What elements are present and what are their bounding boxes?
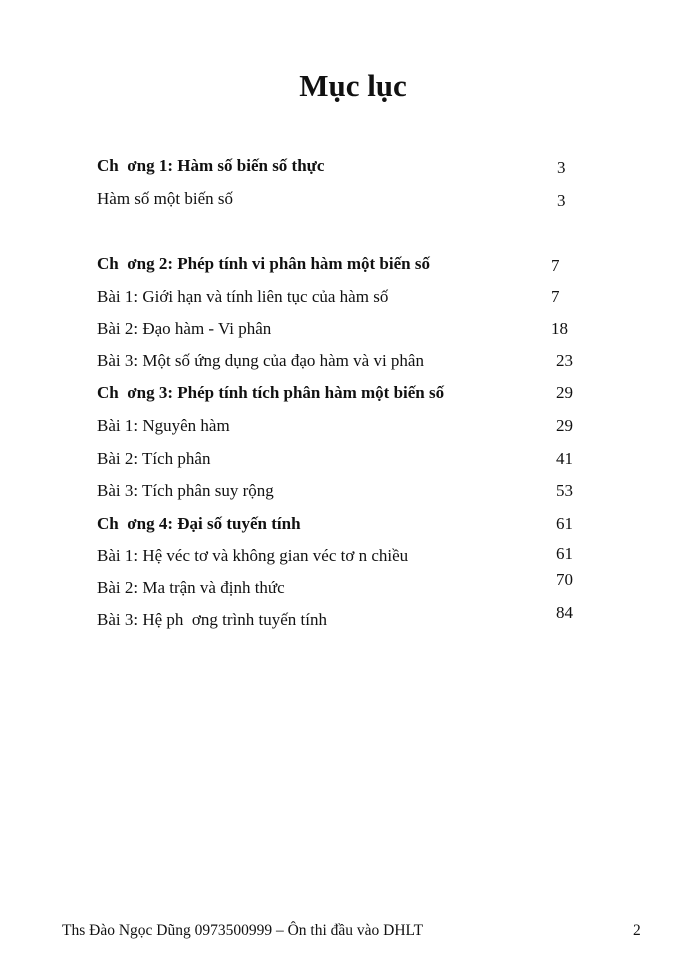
toc-page-number: 53 <box>556 481 573 500</box>
toc-page-number: 23 <box>556 351 573 370</box>
toc-item[interactable]: Bài 1: Hệ véc tơ và không gian véc tơ n chiều <box>97 546 409 565</box>
toc-item[interactable]: Bài 3: Một số ứng dụng của đạo hàm và vi phân <box>97 351 424 370</box>
toc-page-number: 3 <box>557 191 566 210</box>
toc-item[interactable]: Bài 2: Đạo hàm - Vi phân <box>97 319 272 338</box>
toc-page-number: 61 <box>556 544 573 563</box>
toc-page-number: 18 <box>551 319 568 338</box>
toc-page-number: 7 <box>551 287 560 306</box>
footer-text: Ths Đào Ngọc Dũng 0973500999 – Ôn thi đầu vào DHLT <box>62 922 424 939</box>
toc-item[interactable]: Bài 2: Tích phân <box>97 449 211 468</box>
toc-chapter-1[interactable]: Ch ơng 1: Hàm số biến số thực <box>97 156 325 175</box>
toc-chapter-2[interactable]: Ch ơng 2: Phép tính vi phân hàm một biến số <box>97 254 430 273</box>
toc-item[interactable]: Bài 1: Nguyên hàm <box>97 416 230 435</box>
toc-item[interactable]: Bài 3: Tích phân suy rộng <box>97 481 274 500</box>
toc-item[interactable]: Bài 2: Ma trận và định thức <box>97 578 285 597</box>
toc-item[interactable]: Bài 1: Giới hạn và tính liên tục của hàm số <box>97 287 389 306</box>
toc-page-number: 29 <box>556 416 573 435</box>
toc-item[interactable]: Bài 3: Hệ ph ơng trình tuyến tính <box>97 610 327 629</box>
toc-page-number: 70 <box>556 570 573 589</box>
toc-page-number: 61 <box>556 514 573 533</box>
footer-page-number: 2 <box>633 922 641 939</box>
page-title: Mục lục <box>299 68 407 103</box>
toc-item[interactable]: Hàm số một biến số <box>97 189 233 208</box>
toc-page-number: 84 <box>556 603 573 622</box>
toc-chapter-4[interactable]: Ch ơng 4: Đại số tuyến tính <box>97 514 301 533</box>
toc-page-number: 29 <box>556 383 573 402</box>
toc-chapter-3[interactable]: Ch ơng 3: Phép tính tích phân hàm một biến số <box>97 383 445 402</box>
toc-page-number: 3 <box>557 158 566 177</box>
toc-page-number: 7 <box>551 256 560 275</box>
toc-page-number: 41 <box>556 449 573 468</box>
